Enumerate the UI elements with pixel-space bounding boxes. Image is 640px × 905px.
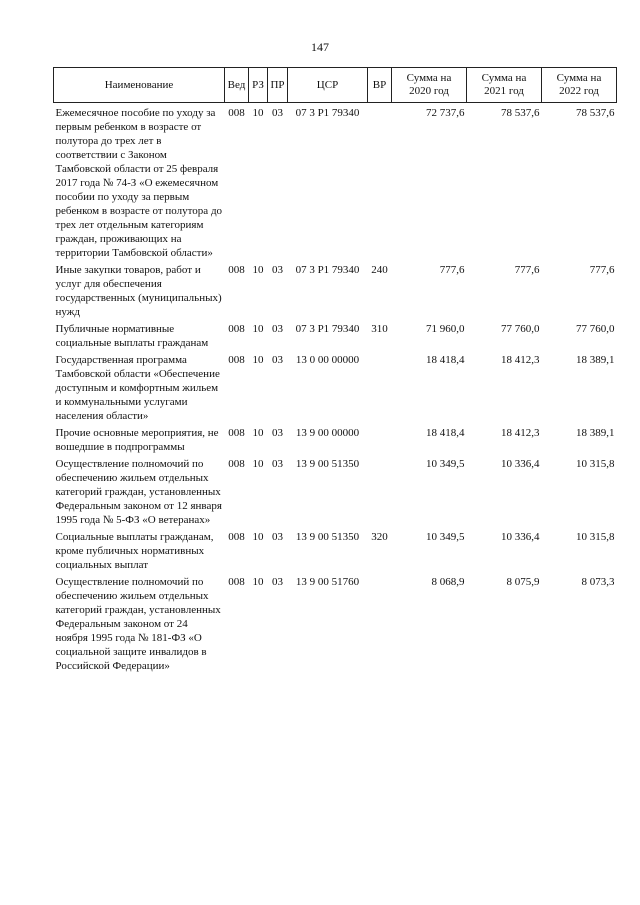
row-name: Социальные выплаты гражданам, кроме публичных нормативных социальных выплат (55, 531, 214, 571)
row-rz: 10 (252, 458, 264, 470)
row-name: Иные закупки товаров, работ и услуг для обеспечения государственных (муниципальных) нужд (55, 264, 222, 318)
table-row (54, 319, 617, 350)
row-ved: 008 (228, 107, 245, 119)
row-sum-2020: 18 418,4 (426, 354, 465, 366)
table-row (54, 527, 617, 572)
row-ved: 008 (228, 264, 245, 276)
table-row (54, 260, 617, 319)
row-csr: 13 9 00 51760 (295, 576, 360, 588)
row-sum-2021: 77 760,0 (501, 323, 540, 335)
row-ved: 008 (228, 354, 245, 366)
table-row (54, 423, 617, 454)
row-sum-2020: 10 349,5 (426, 458, 465, 470)
row-vr (368, 454, 392, 527)
header-name: Наименование (54, 68, 225, 103)
row-csr: 13 9 00 00000 (295, 427, 360, 439)
table-row (54, 572, 617, 673)
row-ved: 008 (228, 427, 245, 439)
row-name: Государственная программа Тамбовской области «Обеспечение доступным и комфортным жильем и коммунальными услугами населения области» (55, 354, 220, 422)
row-ved: 008 (228, 458, 245, 470)
row-ved: 008 (228, 531, 245, 543)
header-sum-2022: Сумма на 2022 год (542, 68, 617, 103)
row-sum-2022: 8 073,3 (581, 576, 615, 588)
header-ved: Вед (225, 68, 249, 103)
row-sum-2022: 77 760,0 (576, 323, 615, 335)
row-name: Осуществление полномочий по обеспечению жильем отдельных категорий граждан, установленных Федеральным законом от 12 января 1995 года № 5-ФЗ «О ветеранах» (55, 458, 222, 526)
row-name: Прочие основные мероприятия, не вошедшие в подпрограммы (55, 427, 219, 453)
row-pr: 03 (272, 531, 283, 543)
row-pr: 03 (272, 576, 283, 588)
row-sum-2020: 72 737,6 (426, 107, 465, 119)
header-pr: ПР (268, 68, 288, 103)
row-rz: 10 (252, 323, 264, 335)
row-vr: 240 (371, 264, 388, 276)
row-pr: 03 (272, 427, 283, 439)
row-sum-2021: 10 336,4 (501, 531, 540, 543)
row-sum-2021: 78 537,6 (501, 107, 540, 119)
row-csr: 13 9 00 51350 (295, 531, 360, 543)
row-csr: 13 0 00 00000 (295, 354, 360, 366)
row-sum-2021: 777,6 (514, 264, 540, 276)
row-csr: 13 9 00 51350 (295, 458, 360, 470)
header-sum-2020: Сумма на 2020 год (392, 68, 467, 103)
row-pr: 03 (272, 458, 283, 470)
row-rz: 10 (252, 531, 264, 543)
row-vr (368, 103, 392, 261)
row-pr: 03 (272, 323, 283, 335)
row-vr (368, 350, 392, 423)
header-sum-2021: Сумма на 2021 год (467, 68, 542, 103)
row-vr: 320 (371, 531, 388, 543)
row-sum-2020: 777,6 (439, 264, 465, 276)
header-csr: ЦСР (288, 68, 368, 103)
row-sum-2022: 78 537,6 (576, 107, 615, 119)
row-sum-2022: 18 389,1 (576, 427, 615, 439)
row-sum-2020: 10 349,5 (426, 531, 465, 543)
row-pr: 03 (272, 264, 283, 276)
row-ved: 008 (228, 576, 245, 588)
row-csr: 07 3 P1 79340 (295, 264, 360, 276)
row-name: Осуществление полномочий по обеспечению жильем отдельных категорий граждан, установленных Федеральным законом от 24 ноября 1995 года № 181-ФЗ «О социальной защите инвалидов в Российской Федерации» (55, 576, 221, 672)
row-vr (368, 423, 392, 454)
table-row (54, 103, 617, 261)
row-csr: 07 3 P1 79340 (295, 323, 360, 335)
budget-table (53, 67, 617, 673)
row-sum-2021: 18 412,3 (501, 427, 540, 439)
table-header-row (54, 68, 617, 103)
row-rz: 10 (252, 427, 264, 439)
row-vr (368, 572, 392, 673)
header-vr: ВР (368, 68, 392, 103)
row-rz: 10 (252, 264, 264, 276)
row-pr: 03 (272, 354, 283, 366)
row-sum-2020: 18 418,4 (426, 427, 465, 439)
header-rz: РЗ (249, 68, 268, 103)
row-pr: 03 (272, 107, 283, 119)
row-sum-2022: 18 389,1 (576, 354, 615, 366)
row-ved: 008 (228, 323, 245, 335)
table-row (54, 454, 617, 527)
row-sum-2022: 10 315,8 (576, 531, 615, 543)
row-name: Публичные нормативные социальные выплаты гражданам (55, 323, 209, 349)
row-sum-2021: 18 412,3 (501, 354, 540, 366)
row-sum-2021: 10 336,4 (501, 458, 540, 470)
row-sum-2022: 777,6 (589, 264, 615, 276)
row-rz: 10 (252, 576, 264, 588)
page-number: 147 (311, 40, 329, 54)
row-rz: 10 (252, 354, 264, 366)
row-sum-2021: 8 075,9 (506, 576, 540, 588)
row-name: Ежемесячное пособие по уходу за первым ребенком в возрасте от полутора до трех лет в соответствии с Законом Тамбовской области от 25 февраля 2017 года № 74-З «О ежемесячном пособии по уходу за первым ребенком в возрасте от полутора до трех лет отдельным категориям граждан, проживающих на территории Тамбовской области» (55, 107, 223, 259)
row-sum-2020: 8 068,9 (431, 576, 465, 588)
row-rz: 10 (252, 107, 264, 119)
row-vr: 310 (371, 323, 388, 335)
row-sum-2022: 10 315,8 (576, 458, 615, 470)
table-row (54, 350, 617, 423)
row-csr: 07 3 P1 79340 (295, 107, 360, 119)
row-sum-2020: 71 960,0 (426, 323, 465, 335)
